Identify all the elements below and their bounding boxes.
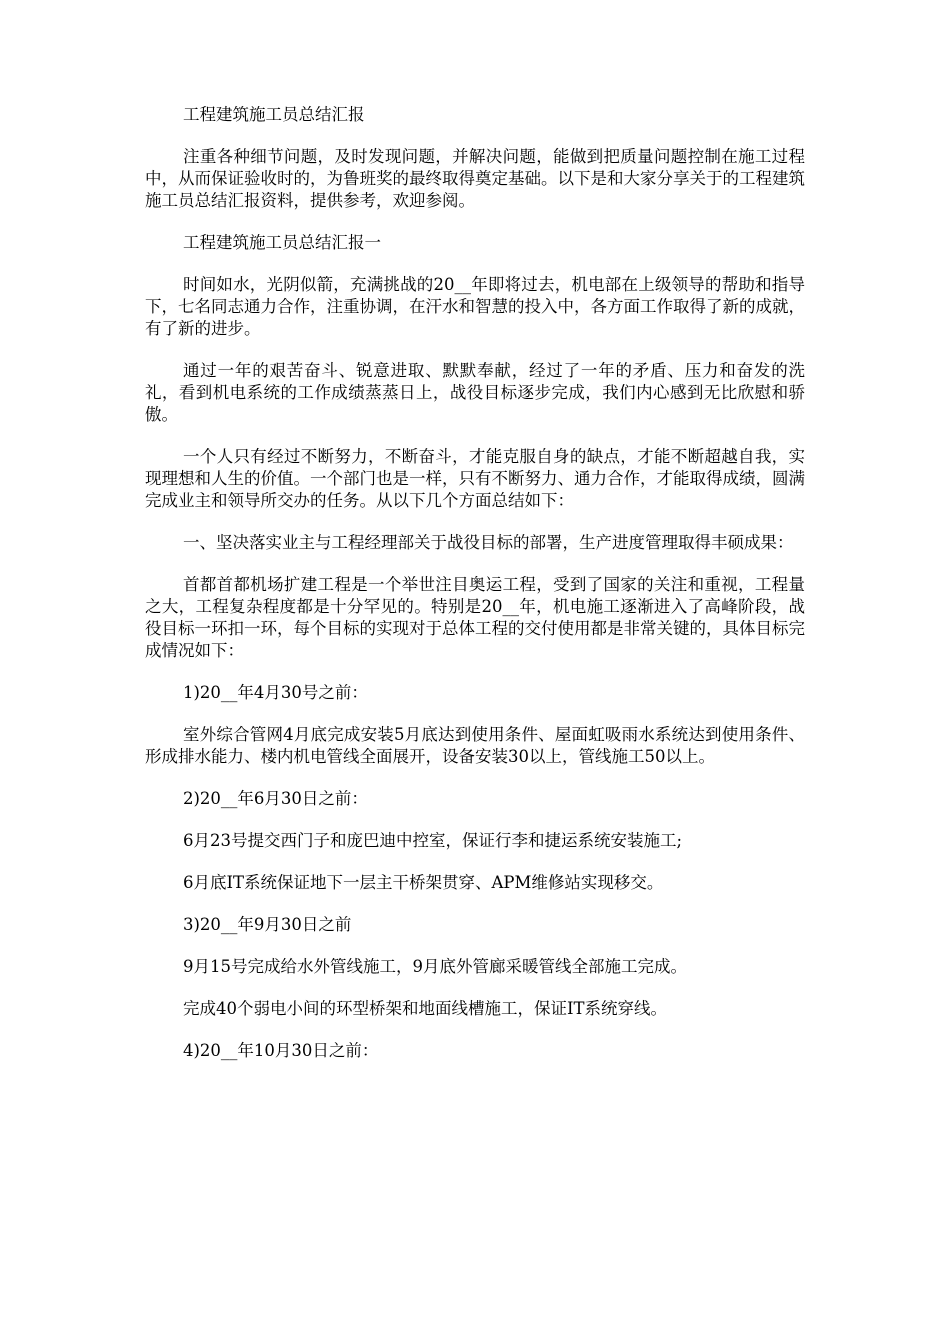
body-paragraph: 9月15号完成给水外管线施工，9月底外管廊采暖管线全部施工完成。 xyxy=(183,957,687,976)
intro-paragraph: 注重各种细节问题，及时发现问题，并解决问题，能做到把质量问题控制在施工过程中，从而保证验收时的，为鲁班奖的最终取得奠定基础。以下是和大家分享关于的工程建筑施工员总结汇报资料，提供参考，欢迎参阅。 xyxy=(145,147,805,210)
milestone-heading: 3)20__年9月30日之前 xyxy=(183,915,352,934)
milestone-heading: 2)20__年6月30日之前： xyxy=(183,789,368,808)
subsection-heading: 一、坚决落实业主与工程经理部关于战役目标的部署，生产进度管理取得丰硕成果： xyxy=(183,533,794,552)
milestone-heading: 4)20__年10月30日之前： xyxy=(183,1041,379,1060)
body-paragraph: 首都首都机场扩建工程是一个举世注目奥运工程，受到了国家的关注和重视，工程量之大，工程复杂程度都是十分罕见的。特别是20__年，机电施工逐渐进入了高峰阶段，战役目标一环扣一环，每个目标的实现对于总体工程的交付使用都是非常关键的，具体目标完成情况如下： xyxy=(145,575,805,660)
body-paragraph: 6月23号提交西门子和庞巴迪中控室，保证行李和捷运系统安装施工; xyxy=(183,831,683,850)
body-paragraph: 完成40个弱电小间的环型桥架和地面线槽施工，保证IT系统穿线。 xyxy=(183,999,668,1018)
body-paragraph: 6月底IT系统保证地下一层主干桥架贯穿、APM维修站实现移交。 xyxy=(183,873,664,892)
body-paragraph: 一个人只有经过不断努力，不断奋斗，才能克服自身的缺点，才能不断超越自我，实现理想和人生的价值。一个部门也是一样，只有不断努力、通力合作，才能取得成绩，圆满完成业主和领导所交办的任务。从以下几个方面总结如下： xyxy=(145,447,805,510)
body-paragraph: 时间如水，光阴似箭，充满挑战的20__年即将过去，机电部在上级领导的帮助和指导下，七名同志通力合作，注重协调，在汗水和智慧的投入中，各方面工作取得了新的成就，有了新的进步。 xyxy=(145,275,805,338)
document-title: 工程建筑施工员总结汇报 xyxy=(183,105,365,124)
document-body xyxy=(145,104,805,1082)
body-paragraph: 室外综合管网4月底完成安装5月底达到使用条件、屋面虹吸雨水系统达到使用条件、形成排水能力、楼内机电管线全面展开，设备安装30以上，管线施工50以上。 xyxy=(145,725,805,766)
section-heading: 工程建筑施工员总结汇报一 xyxy=(183,233,381,252)
body-paragraph: 通过一年的艰苦奋斗、锐意进取、默默奉献，经过了一年的矛盾、压力和奋发的洗礼，看到机电系统的工作成绩蒸蒸日上，战役目标逐步完成，我们内心感到无比欣慰和骄傲。 xyxy=(145,361,805,424)
milestone-heading: 1)20__年4月30号之前： xyxy=(183,683,368,702)
